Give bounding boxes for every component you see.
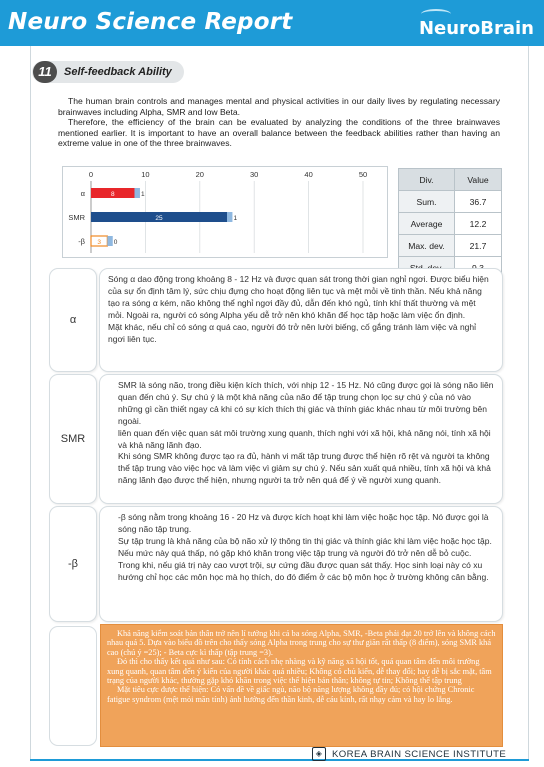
chart-bar: [107, 236, 112, 246]
chart-tick-label: 30: [250, 170, 259, 179]
alpha-description: [99, 268, 503, 372]
stats-header-value: Value: [455, 169, 502, 191]
beta-paragraph: Trong khi, nếu giá trị này cao vượt trội, sự cứng đầu được quan sát thấy. Học sinh loại này có xu hướng chỉ học các môn học mà họ thích, do đó điểm ở các bộ môn học ở trường không cân bằng.: [118, 559, 489, 582]
beta-paragraph: -β sóng nằm trong khoảng 16 - 20 Hz và được kích hoạt khi làm việc hoặc học tập. Nó được gọi là sóng não tập trung.: [118, 512, 489, 534]
stats-label: Average: [399, 213, 455, 235]
beta-paragraph: Sự tập trung là khả năng của bộ não xử lý thông tin thị giác và thính giác khi làm việc hoặc học tập. Nếu mức này quá thấp, nó gặp khó khăn trong việc tập trung và người đó trở nên dễ bỏ cuộc.: [118, 535, 492, 558]
stats-value: 36.7: [455, 191, 502, 213]
section-number: 11: [33, 61, 57, 83]
chart-data-label: 3: [97, 238, 101, 246]
summary-paragraph: Khả năng kiểm soát bản thân trở nên lí tưởng khi cả ba sóng Alpha, SMR, -Beta phải đạt 20 trở lên và không cách nhau quá 5. Dựa vào biểu đồ trên cho thấy sóng Alpha trong trung cho sự thư giãn rất thấp (8 điểm), sóng SMR khá cao (chú ý =25); - Beta cực kì thấp (tập trung =3).: [107, 629, 496, 657]
smr-paragraph: SMR là sóng não, trong điều kiện kích thích, với nhịp 12 - 15 Hz. Nó cũng được gọi là sóng não liên quan đến chú ý. Sự chú ý là một khả năng của não để tập trung chọn lọc sự chú ý của nó vào những gì cần thiết ngay cả khi có sự kích thích thị giác và thính giác khác nhau từ môi trường bên ngoài.: [118, 380, 494, 426]
stats-table: [398, 168, 502, 279]
stats-label: Sum.: [399, 191, 455, 213]
smr-label: SMR: [49, 374, 97, 504]
chart-category-label: -β: [78, 237, 85, 246]
brain-institute-icon: ◈: [312, 747, 326, 761]
stats-row: [399, 235, 502, 257]
chart-tick-label: 20: [195, 170, 204, 179]
stats-header-row: [399, 169, 502, 191]
alpha-label: α: [49, 268, 97, 372]
left-border: [30, 46, 31, 759]
stats-row: [399, 213, 502, 235]
stats-label: Max. dev.: [399, 235, 455, 257]
section-title: Self-feedback Ability: [64, 66, 172, 78]
smr-paragraph: liên quan đến việc quan sát môi trường xung quanh, thích nghi với xã hội, khả năng nói, tính xã hội và khả năng lãnh đạo.: [118, 427, 491, 450]
logo-text: NeuroBrain: [418, 18, 534, 39]
right-border: [528, 46, 529, 759]
beta-label: -β: [49, 506, 97, 622]
chart-data-label: 0: [113, 238, 118, 246]
beta-description: [99, 506, 503, 622]
intro-text: [58, 96, 500, 149]
report-header: [0, 0, 544, 46]
chart-data-label: 1: [140, 190, 145, 198]
institute-name: KOREA BRAIN SCIENCE INSTITUTE: [332, 748, 507, 760]
chart-tick-label: 40: [304, 170, 313, 179]
footer: [312, 746, 506, 762]
chart-tick-label: 50: [358, 170, 368, 179]
chart-data-label: 1: [233, 214, 238, 222]
summary-paragraph: Mặt tiêu cực được thể hiện: Có vấn đề về giấc ngủ, não bộ năng lượng không đầy đủ; có hội chứng Chronic fatigue syndrom (mệt mỏi mãn tính) ảnh hưởng đến thần kinh, dễ cáu kỉnh, rất nhạy cảm và hay lo lắng.: [107, 685, 475, 704]
summary-paragraph: Đó thì cho thấy kết quả như sau: Có tính cách nhẹ nhàng và kỹ năng xã hội tốt, quá quan tâm đến môi trường xung quanh, quan tâm đến ý kiến của người khác quá nhiều; Không có chủ kiến, dễ thay đổi; hay dễ bị sắc mặt, tâm trạng của người khác, thường gặp khó khăn trong việc thể hiện bản thân; không tự tin; Không thể tập trung: [107, 657, 492, 686]
chart-tick-label: 10: [141, 170, 150, 179]
stats-value: 21.7: [455, 235, 502, 257]
chart-category-label: α: [80, 189, 85, 198]
chart-bar: [227, 212, 232, 222]
chart-data-label: 8: [110, 190, 115, 198]
alpha-paragraph: Sóng α dao động trong khoảng 8 - 12 Hz và được quan sát trong thời gian nghỉ ngơi. Được biểu hiện của sự ổn định tâm lý, sức chịu đựng cho hoạt động liên tục và mệt mỏi về tinh thần. Nếu khả năng tạo ra sóng α kém, não không thể nghỉ ngơi đầy đủ, dẫn đến khó ngủ, tính khí thất thường và mệt mỏi. Ngoài ra, người có sóng Alpha yếu dễ trở nên khó khăn để học tập hoặc làm việc ổn định.: [108, 274, 489, 320]
logo-arc-icon: [421, 9, 451, 19]
smr-description: [99, 374, 503, 504]
chart-category-label: SMR: [68, 213, 85, 222]
neurobrain-logo: [419, 18, 534, 39]
intro-paragraph: The human brain controls and manages mental and physical activities in our daily lives by regulating necessary brainwaves including Alpha, SMR and low Beta.: [58, 96, 500, 117]
report-title: Neuro Science Report: [8, 9, 293, 35]
chart-data-label: 25: [155, 214, 163, 222]
smr-paragraph: Khi sóng SMR không được tạo ra đủ, hành vi mất tập trung được thể hiện rõ rệt và người ta không thể tập trung vào việc học và làm việc vì giảm sự chú ý. Nếu sản xuất quá nhiều, tính xã hội và khả năng lãnh đạo được thể hiện, nhưng người ta trở nên quá để ý về người xung quanh.: [118, 451, 491, 486]
stats-value: 12.2: [455, 213, 502, 235]
stats-header-div: Div.: [399, 169, 455, 191]
brainwave-bar-chart: [62, 166, 388, 258]
stats-row: [399, 191, 502, 213]
chart-tick-label: 0: [88, 170, 94, 179]
alpha-paragraph: Mặt khác, nếu chỉ có sóng α quá cao, người đó trở nên lười biếng, cố gắng tránh làm việc và nghỉ ngơi liên tục.: [108, 321, 477, 344]
intro-paragraph: Therefore, the efficiency of the brain can be evaluated by analyzing the conditions of the three brainwaves mentioned earlier. It is important to have an overall balance between the feedback abilities rather than having an extreme value in one of the three brainwaves.: [58, 117, 500, 149]
summary-note: [100, 624, 503, 747]
chart-bar: [135, 188, 140, 198]
summary-label-box: [49, 626, 97, 746]
chart-svg: [63, 167, 387, 257]
